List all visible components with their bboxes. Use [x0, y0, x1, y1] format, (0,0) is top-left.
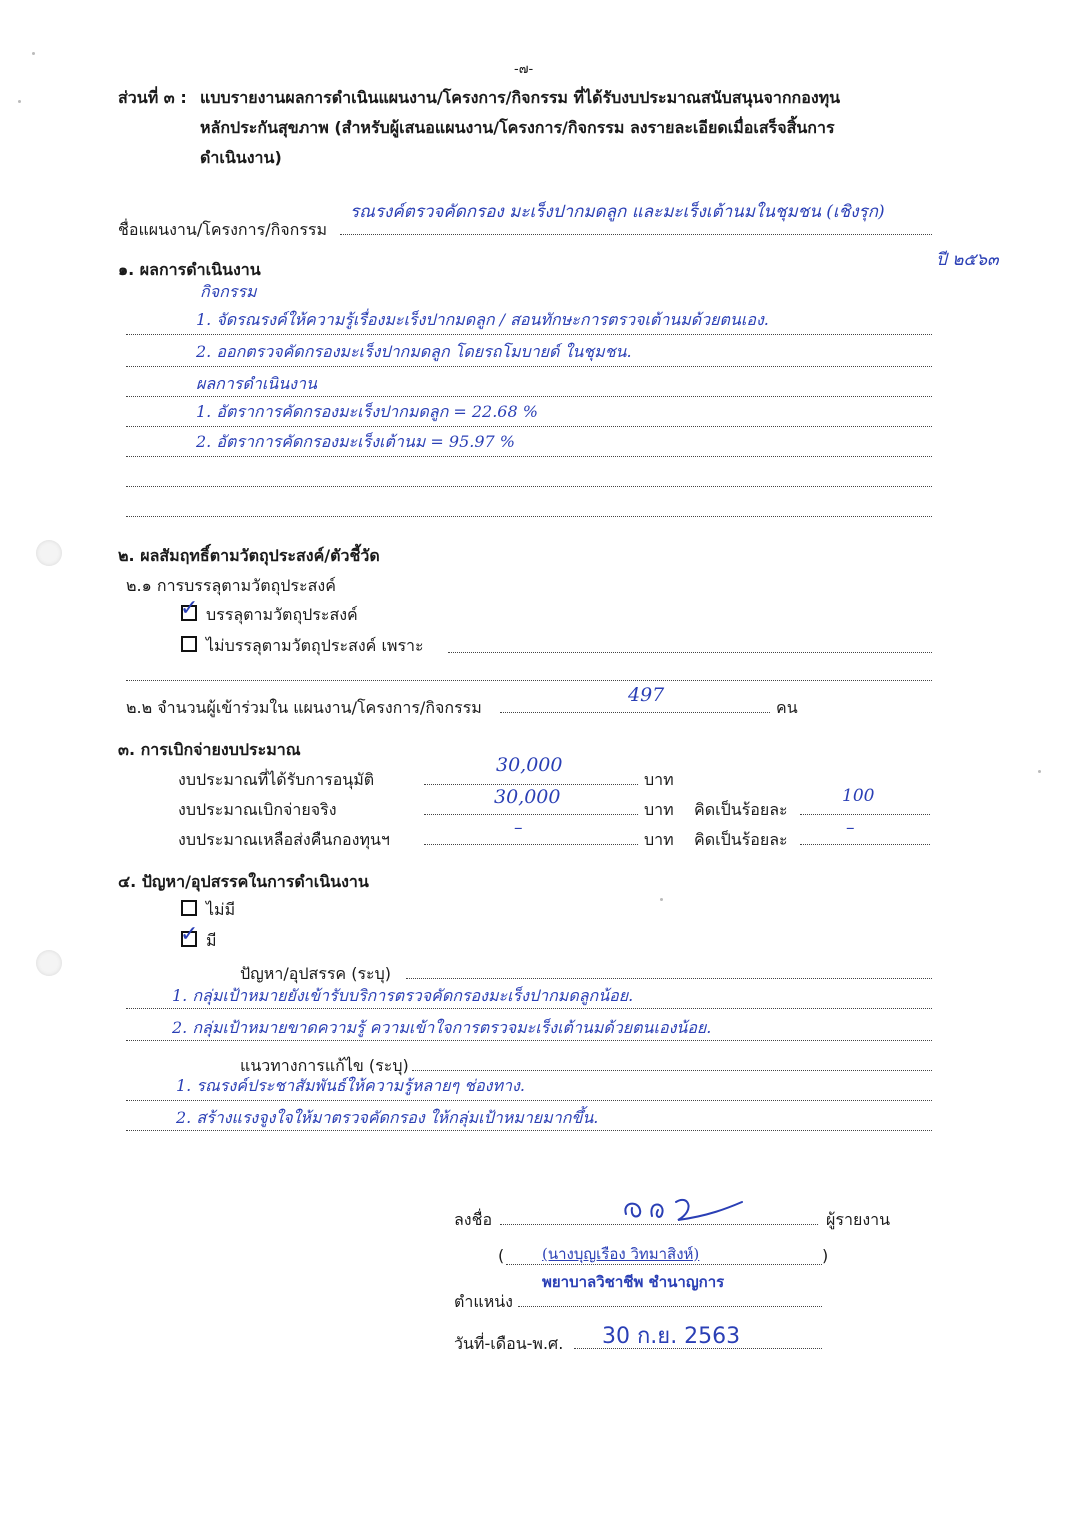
title-line-3: ดำเนินงาน): [200, 148, 282, 167]
part-label: ส่วนที่ ๓ :: [118, 88, 187, 107]
achieved-option: บรรลุตามวัตถุประสงค์: [206, 605, 358, 624]
participants-label: ๒.๒ จำนวนผู้เข้าร่วมใน แผนงาน/โครงการ/กิจกรรม: [126, 698, 482, 717]
scan-speck: [32, 52, 35, 55]
scan-speck: [18, 100, 21, 103]
line-dots: [406, 978, 932, 979]
budget-approved-label: งบประมาณที่ได้รับการอนุมัติ: [178, 770, 375, 789]
participants-dots: [500, 712, 770, 713]
problem-item: 2. กลุ่มเป้าหมายขาดความรู้ ความเข้าใจการตรวจมะเร็งเต้านมด้วยตนเองน้อย.: [172, 1018, 712, 1037]
budget-returned-unit: บาท: [644, 830, 674, 849]
sign-label: ลงชื่อ: [454, 1210, 493, 1229]
participants-unit: คน: [776, 698, 798, 717]
amount-dots: [424, 844, 638, 845]
budget-returned-amount: –: [514, 818, 523, 838]
problem-item: 1. กลุ่มเป้าหมายยังเข้ารับบริการตรวจคัดกรองมะเร็งปากมดลูกน้อย.: [172, 986, 634, 1005]
page-number: -๗-: [514, 62, 534, 77]
check-mark-icon: ✓: [180, 596, 199, 621]
project-value: รณรงค์ตรวจคัดกรอง มะเร็งปากมดลูก และมะเร็งเต้านมในชุมชน (เชิงรุก): [350, 202, 885, 222]
amount-dots: [424, 784, 638, 785]
budget-returned-pct-label: คิดเป็นร้อยละ: [694, 830, 788, 849]
line-dots: [126, 486, 932, 487]
result-item: 1. อัตราการคัดกรองมะเร็งปากมดลูก = 22.68 %: [196, 402, 538, 421]
position-stamp: พยาบาลวิชาชีพ ชำนาญการ: [542, 1273, 725, 1291]
date-stamp: 30 ก.ย. 2563: [602, 1324, 741, 1349]
reporter-label: ผู้รายงาน: [826, 1210, 891, 1229]
position-dots: [518, 1306, 822, 1307]
solution-item: 2. สร้างแรงจูงใจให้มาตรวจคัดกรอง ให้กลุ่มเป้าหมายมากขึ้น.: [176, 1108, 599, 1127]
section2-1-title: ๒.๑ การบรรลุตามวัตถุประสงค์: [126, 576, 336, 595]
budget-spent-pct: 100: [842, 786, 875, 806]
scan-speck: [1038, 770, 1041, 773]
handwritten-signature: [618, 1190, 748, 1230]
amount-dots: [424, 814, 638, 815]
budget-spent-amount: 30,000: [494, 786, 561, 808]
project-dots: [340, 234, 932, 235]
line-dots: [126, 1130, 932, 1131]
budget-approved-unit: บาท: [644, 770, 674, 789]
budget-approved-amount: 30,000: [496, 754, 563, 776]
line-dots: [126, 1040, 932, 1041]
section3-title: ๓. การเบิกจ่ายงบประมาณ: [118, 740, 301, 759]
punch-hole: [36, 950, 62, 976]
result-item: 2. อัตราการคัดกรองมะเร็งเต้านม = 95.97 %: [196, 432, 516, 451]
scan-speck: [660, 898, 663, 901]
budget-spent-pct-label: คิดเป็นร้อยละ: [694, 800, 788, 819]
line-dots: [126, 516, 932, 517]
budget-spent-unit: บาท: [644, 800, 674, 819]
section2-title: ๒. ผลสัมฤทธิ์ตามวัตถุประสงค์/ตัวชี้วัด: [118, 546, 380, 565]
line-dots: [126, 334, 932, 335]
solution-item: 1. รณรงค์ประชาสัมพันธ์ให้ความรู้หลายๆ ช่องทาง.: [176, 1076, 525, 1095]
line-dots: [412, 1070, 932, 1071]
position-label: ตำแหน่ง: [454, 1292, 513, 1311]
has-problem-option: มี: [206, 931, 217, 950]
pct-dots: [800, 844, 930, 845]
punch-hole: [36, 540, 62, 566]
name-close-paren: ): [822, 1246, 829, 1265]
reporter-name: (นางบุญเรือง วิทมาสิงห์): [542, 1245, 700, 1263]
budget-spent-label: งบประมาณเบิกจ่ายจริง: [178, 800, 337, 819]
no-problem-checkbox[interactable]: [181, 900, 197, 916]
solutions-label: แนวทางการแก้ไข (ระบุ): [240, 1056, 409, 1075]
activity-heading: กิจกรรม: [200, 282, 257, 301]
line-dots: [126, 680, 932, 681]
project-year: ปี ๒๕๖๓: [936, 250, 999, 270]
title-line-2: หลักประกันสุขภาพ (สำหรับผู้เสนอแผนงาน/โครงการ/กิจกรรม ลงรายละเอียดเมื่อเสร็จสิ้นการ: [200, 118, 835, 137]
line-dots: [126, 1100, 932, 1101]
reason-dots: [448, 652, 932, 653]
budget-returned-pct: –: [846, 818, 855, 838]
section4-title: ๔. ปัญหา/อุปสรรคในการดำเนินงาน: [118, 872, 369, 891]
date-label: วันที่-เดือน-พ.ศ.: [454, 1334, 564, 1353]
line-dots: [126, 396, 932, 397]
activity-item: 1. จัดรณรงค์ให้ความรู้เรื่องมะเร็งปากมดลูก / สอนทักษะการตรวจเต้านมด้วยตนเอง.: [196, 310, 769, 329]
title-line-1: แบบรายงานผลการดำเนินแผนงาน/โครงการ/กิจกรรม ที่ได้รับงบประมาณสนับสนุนจากกองทุน: [200, 88, 841, 107]
line-dots: [126, 1008, 932, 1009]
budget-returned-label: งบประมาณเหลือส่งคืนกองทุนฯ: [178, 830, 390, 849]
check-mark-icon: ✓: [180, 922, 199, 947]
problems-label: ปัญหา/อุปสรรค (ระบุ): [240, 964, 392, 983]
not-achieved-option: ไม่บรรลุตามวัตถุประสงค์ เพราะ: [206, 636, 424, 655]
project-label: ชื่อแผนงาน/โครงการ/กิจกรรม: [118, 220, 328, 239]
no-problem-option: ไม่มี: [206, 900, 236, 919]
results-heading: ผลการดำเนินงาน: [196, 374, 317, 393]
not-achieved-checkbox[interactable]: [181, 636, 197, 652]
participants-value: 497: [628, 684, 665, 706]
name-open-paren: (: [498, 1246, 505, 1265]
activity-item: 2. ออกตรวจคัดกรองมะเร็งปากมดลูก โดยรถโมบายด์ ในชุมชน.: [196, 342, 632, 361]
line-dots: [126, 456, 932, 457]
line-dots: [126, 426, 932, 427]
pct-dots: [800, 814, 930, 815]
line-dots: [126, 366, 932, 367]
section1-title: ๑. ผลการดำเนินงาน: [118, 260, 261, 279]
